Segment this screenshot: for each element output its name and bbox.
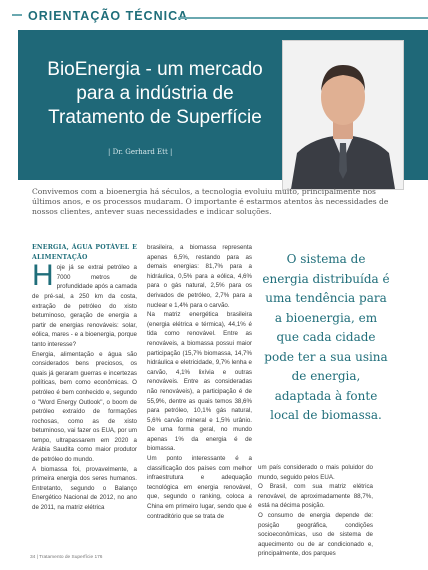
author-photo (282, 40, 404, 190)
page-footer: 34 | Tratamento de Superfície 176 (30, 555, 103, 560)
paragraph-text: oje já se extrai petróleo a 7000 metros de profundidade após a camada de pré-sal, a 250 km da costa, extração de petróleo do xisto betuminoso, geração de energia a partir de energias renováveis: solar, eólica, mares - e a bioenergia, porque tanto interesse? (32, 264, 137, 348)
intro-paragraph: Convivemos com a bioenergia há séculos, a tecnologia evoluiu muito, principalmente nos últimos anos, e os processos mudaram. O importante é estarmos atentos às necessidades de nossos clientes, antever suas necessidades e indicar soluções. (32, 187, 389, 216)
section-tick (12, 14, 22, 16)
section-label: ORIENTAÇÃO TÉCNICA (28, 9, 189, 23)
paragraph: O Brasil, com sua matriz elétrica renovável, de aproximadamente 88,7%, está na décima posição. (258, 483, 373, 510)
section-header (0, 6, 428, 28)
section-rule (178, 17, 428, 19)
column-3 (258, 463, 373, 559)
paragraph: Um ponto interessante é a classificação dos países com melhor infraestrutura e adequação tecnológica em energia renovável, que, segundo o ranking, coloca a China em primeiro lugar, sendo que é contraditório que se trata de (147, 455, 252, 520)
article-title: BioEnergia - um mercado para a indústria de Tratamento de Superfície (47, 59, 263, 128)
paragraph: brasileira, a biomassa representa apenas 6,5%, restando para as demais energias: 81,7% para a hidráulica, 0,5% para a eólica, 4,6% para o gás natural, 2,5% para os derivados de petróleo, 2,7% para a nuclear e 1,4% para o carvão. (147, 244, 252, 309)
pull-quote: O sistema de energia distribuída é uma tendência para a bioenergia, em que cada cidade pode ter a sua usina de energia, adaptada à fonte local de biomassa. (262, 252, 390, 422)
paragraph: A biomassa foi, provavelmente, a primeira energia dos seres humanos. Entretanto, segundo o Balanço Energético Nacional de 2012, no ano de 2011, na matriz elétrica (32, 465, 137, 512)
column-2 (147, 243, 252, 521)
paragraph: Na matriz energética brasileira (energia elétrica e térmica), 44,1% é tida como renovável. Entre as renováveis, a biomassa possui maior participação (15,7% biomassa, 14,7% hidráulica e eletricidade, 9,7% lenha e carvão, 4,1% lixívia e outras renováveis. Entre as consideradas não renováveis), a participação é de 55,9%, dentre as quais temos 38,6% para petróleo, 10,1% gás natural, 5,6% carvão mineral e 1,5% urânio. De uma forma geral, no mundo apenas 1% da energia é de biomassa. (147, 311, 252, 453)
drop-cap: H (32, 259, 54, 293)
column-1 (32, 243, 137, 513)
paragraph (32, 259, 137, 349)
column-heading: ENERGIA, ÁGUA POTÁVEL E ALIMENTAÇÃO (32, 244, 137, 261)
paragraph: O consumo de energia depende de: posição geográfica, condições socioeconômicas, uso de sistema de aquecimento ou de ar condicionado e, principalmente, dos parques (258, 511, 373, 558)
paragraph: Energia, alimentação e água são considerados bens preciosos, os quais já geraram guerras e incertezas políticas, bem como econômicas. O petróleo é bem conhecido e, segundo o "Word Energy Outlook", o boom de petróleo extraído de formações rochosas, como as de xisto betuminoso, vai fazer os EUA, por um tempo, ultrapassarem em 2020 a Arábia Saudita como maior produtor de petróleo do mundo. (32, 350, 137, 464)
article-author: | Dr. Gerhard Ett | (108, 148, 173, 156)
paragraph: um país considerado o mais poluidor do mundo, seguido pelos EUA. (258, 464, 373, 481)
